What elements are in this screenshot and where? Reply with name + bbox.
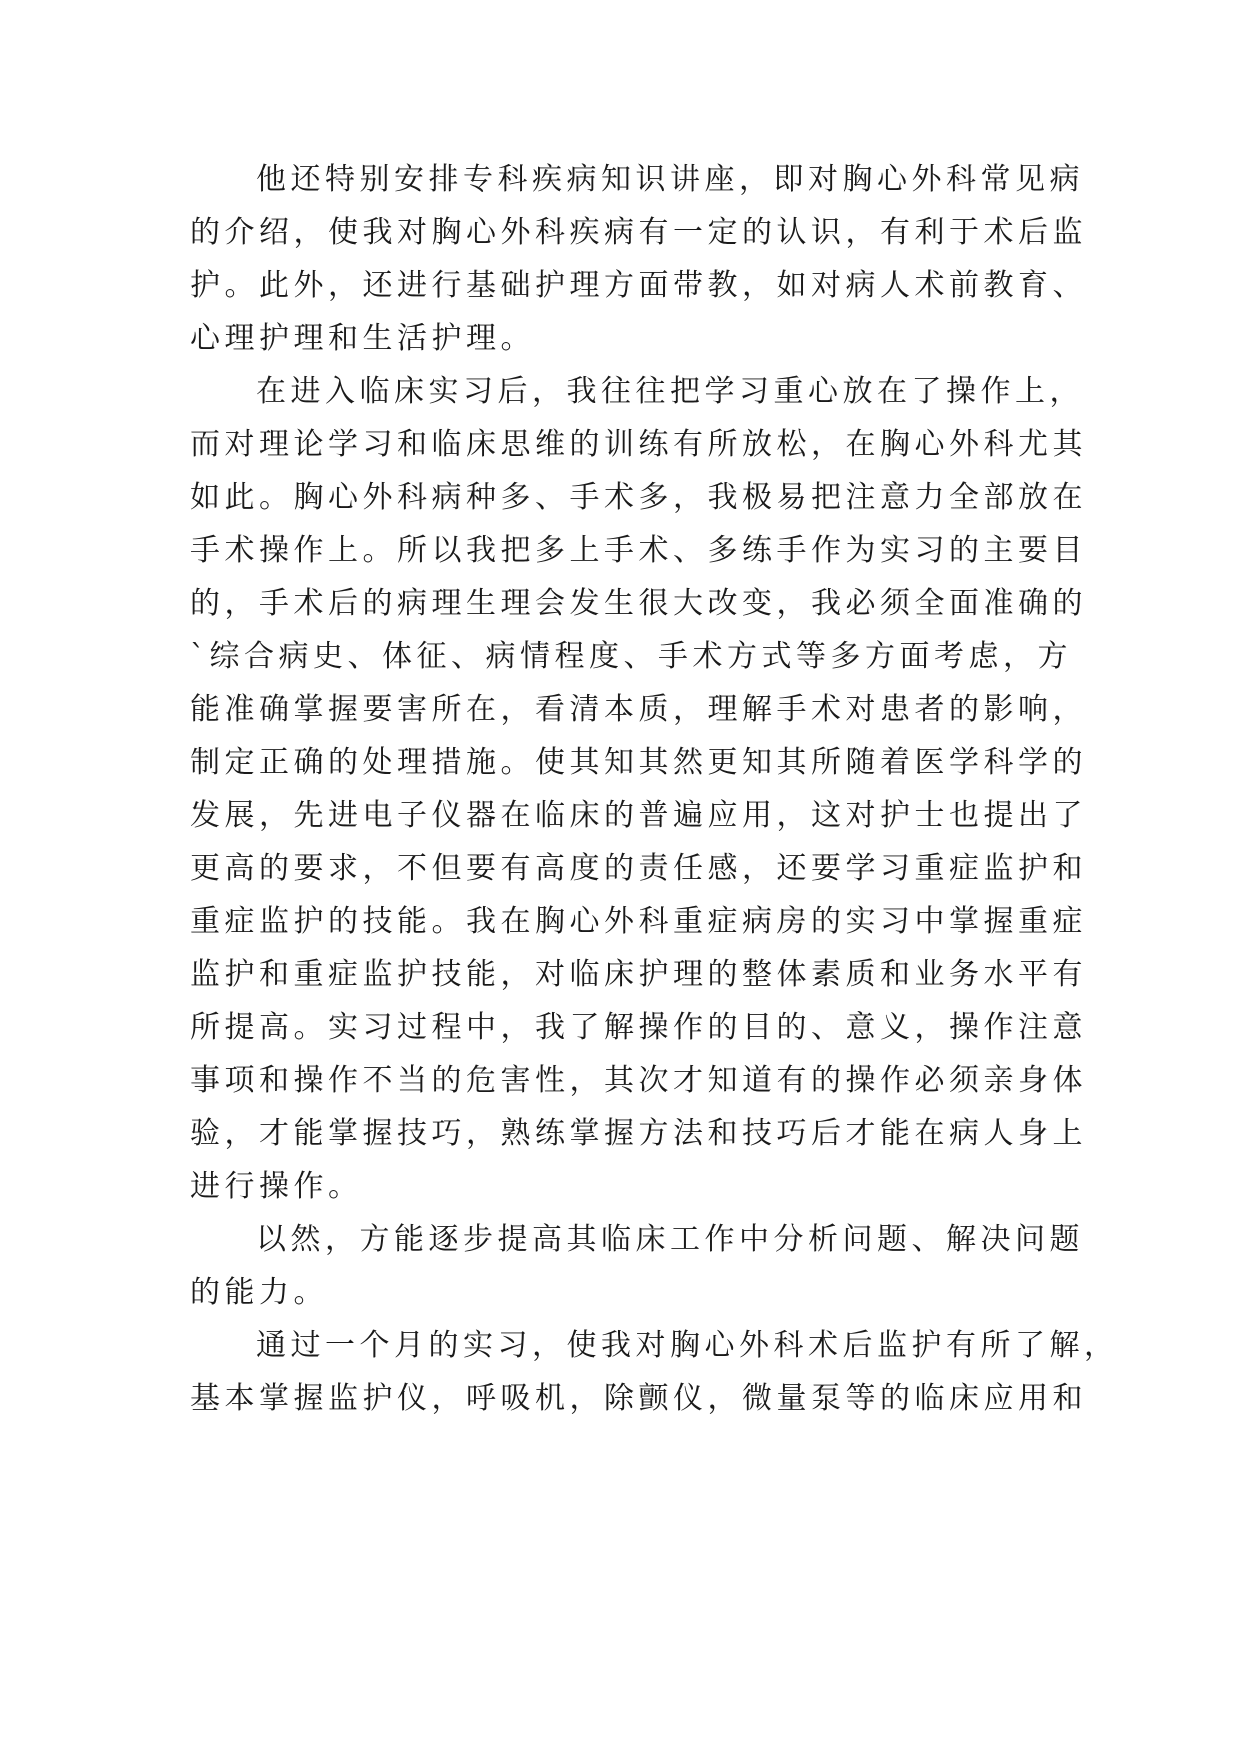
text-line: 如此。胸心外科病种多、手术多，我极易把注意力全部放在 (190, 480, 1087, 515)
text-line: 通过一个月的实习，使我对胸心外科术后监护有所了解， (256, 1328, 1119, 1363)
text-line: 以然，方能逐步提高其临床工作中分析问题、解决问题 (256, 1222, 1084, 1257)
text-line: 的能力。 (190, 1275, 328, 1310)
text-line: 基本掌握监护仪，呼吸机，除颤仪，微量泵等的临床应用和 (190, 1381, 1087, 1416)
text-line: 的，手术后的病理生理会发生很大改变，我必须全面准确的 (190, 586, 1087, 621)
text-line: 更高的要求，不但要有高度的责任感，还要学习重症监护和 (190, 851, 1087, 886)
text-line: 护。此外，还进行基础护理方面带教，如对病人术前教育、 (190, 268, 1087, 303)
text-line: 所提高。实习过程中，我了解操作的目的、意义，操作注意 (190, 1010, 1087, 1045)
text-line: 他还特别安排专科疾病知识讲座，即对胸心外科常见病 (256, 162, 1084, 197)
text-line: 监护和重症监护技能，对临床护理的整体素质和业务水平有 (190, 957, 1087, 992)
text-line: 能准确掌握要害所在，看清本质，理解手术对患者的影响， (190, 692, 1087, 727)
text-line: 的介绍，使我对胸心外科疾病有一定的认识，有利于术后监 (190, 215, 1087, 250)
text-line: 验，才能掌握技巧，熟练掌握方法和技巧后才能在病人身上 (190, 1116, 1087, 1151)
text-line: 制定正确的处理措施。使其知其然更知其所随着医学科学的 (190, 745, 1087, 780)
text-line: 重症监护的技能。我在胸心外科重症病房的实习中掌握重症 (190, 904, 1087, 939)
text-line: 进行操作。 (190, 1169, 363, 1204)
text-line: 心理护理和生活护理。 (190, 321, 535, 356)
text-line: 而对理论学习和临床思维的训练有所放松，在胸心外科尤其 (190, 427, 1087, 462)
text-line: 在进入临床实习后，我往往把学习重心放在了操作上， (256, 374, 1084, 409)
text-line: `综合病史、体征、病情程度、手术方式等多方面考虑，方 (190, 639, 1072, 674)
text-line: 手术操作上。所以我把多上手术、多练手作为实习的主要目 (190, 533, 1087, 568)
text-line: 事项和操作不当的危害性，其次才知道有的操作必须亲身体 (190, 1063, 1087, 1098)
text-line: 发展，先进电子仪器在临床的普遍应用，这对护士也提出了 (190, 798, 1087, 833)
